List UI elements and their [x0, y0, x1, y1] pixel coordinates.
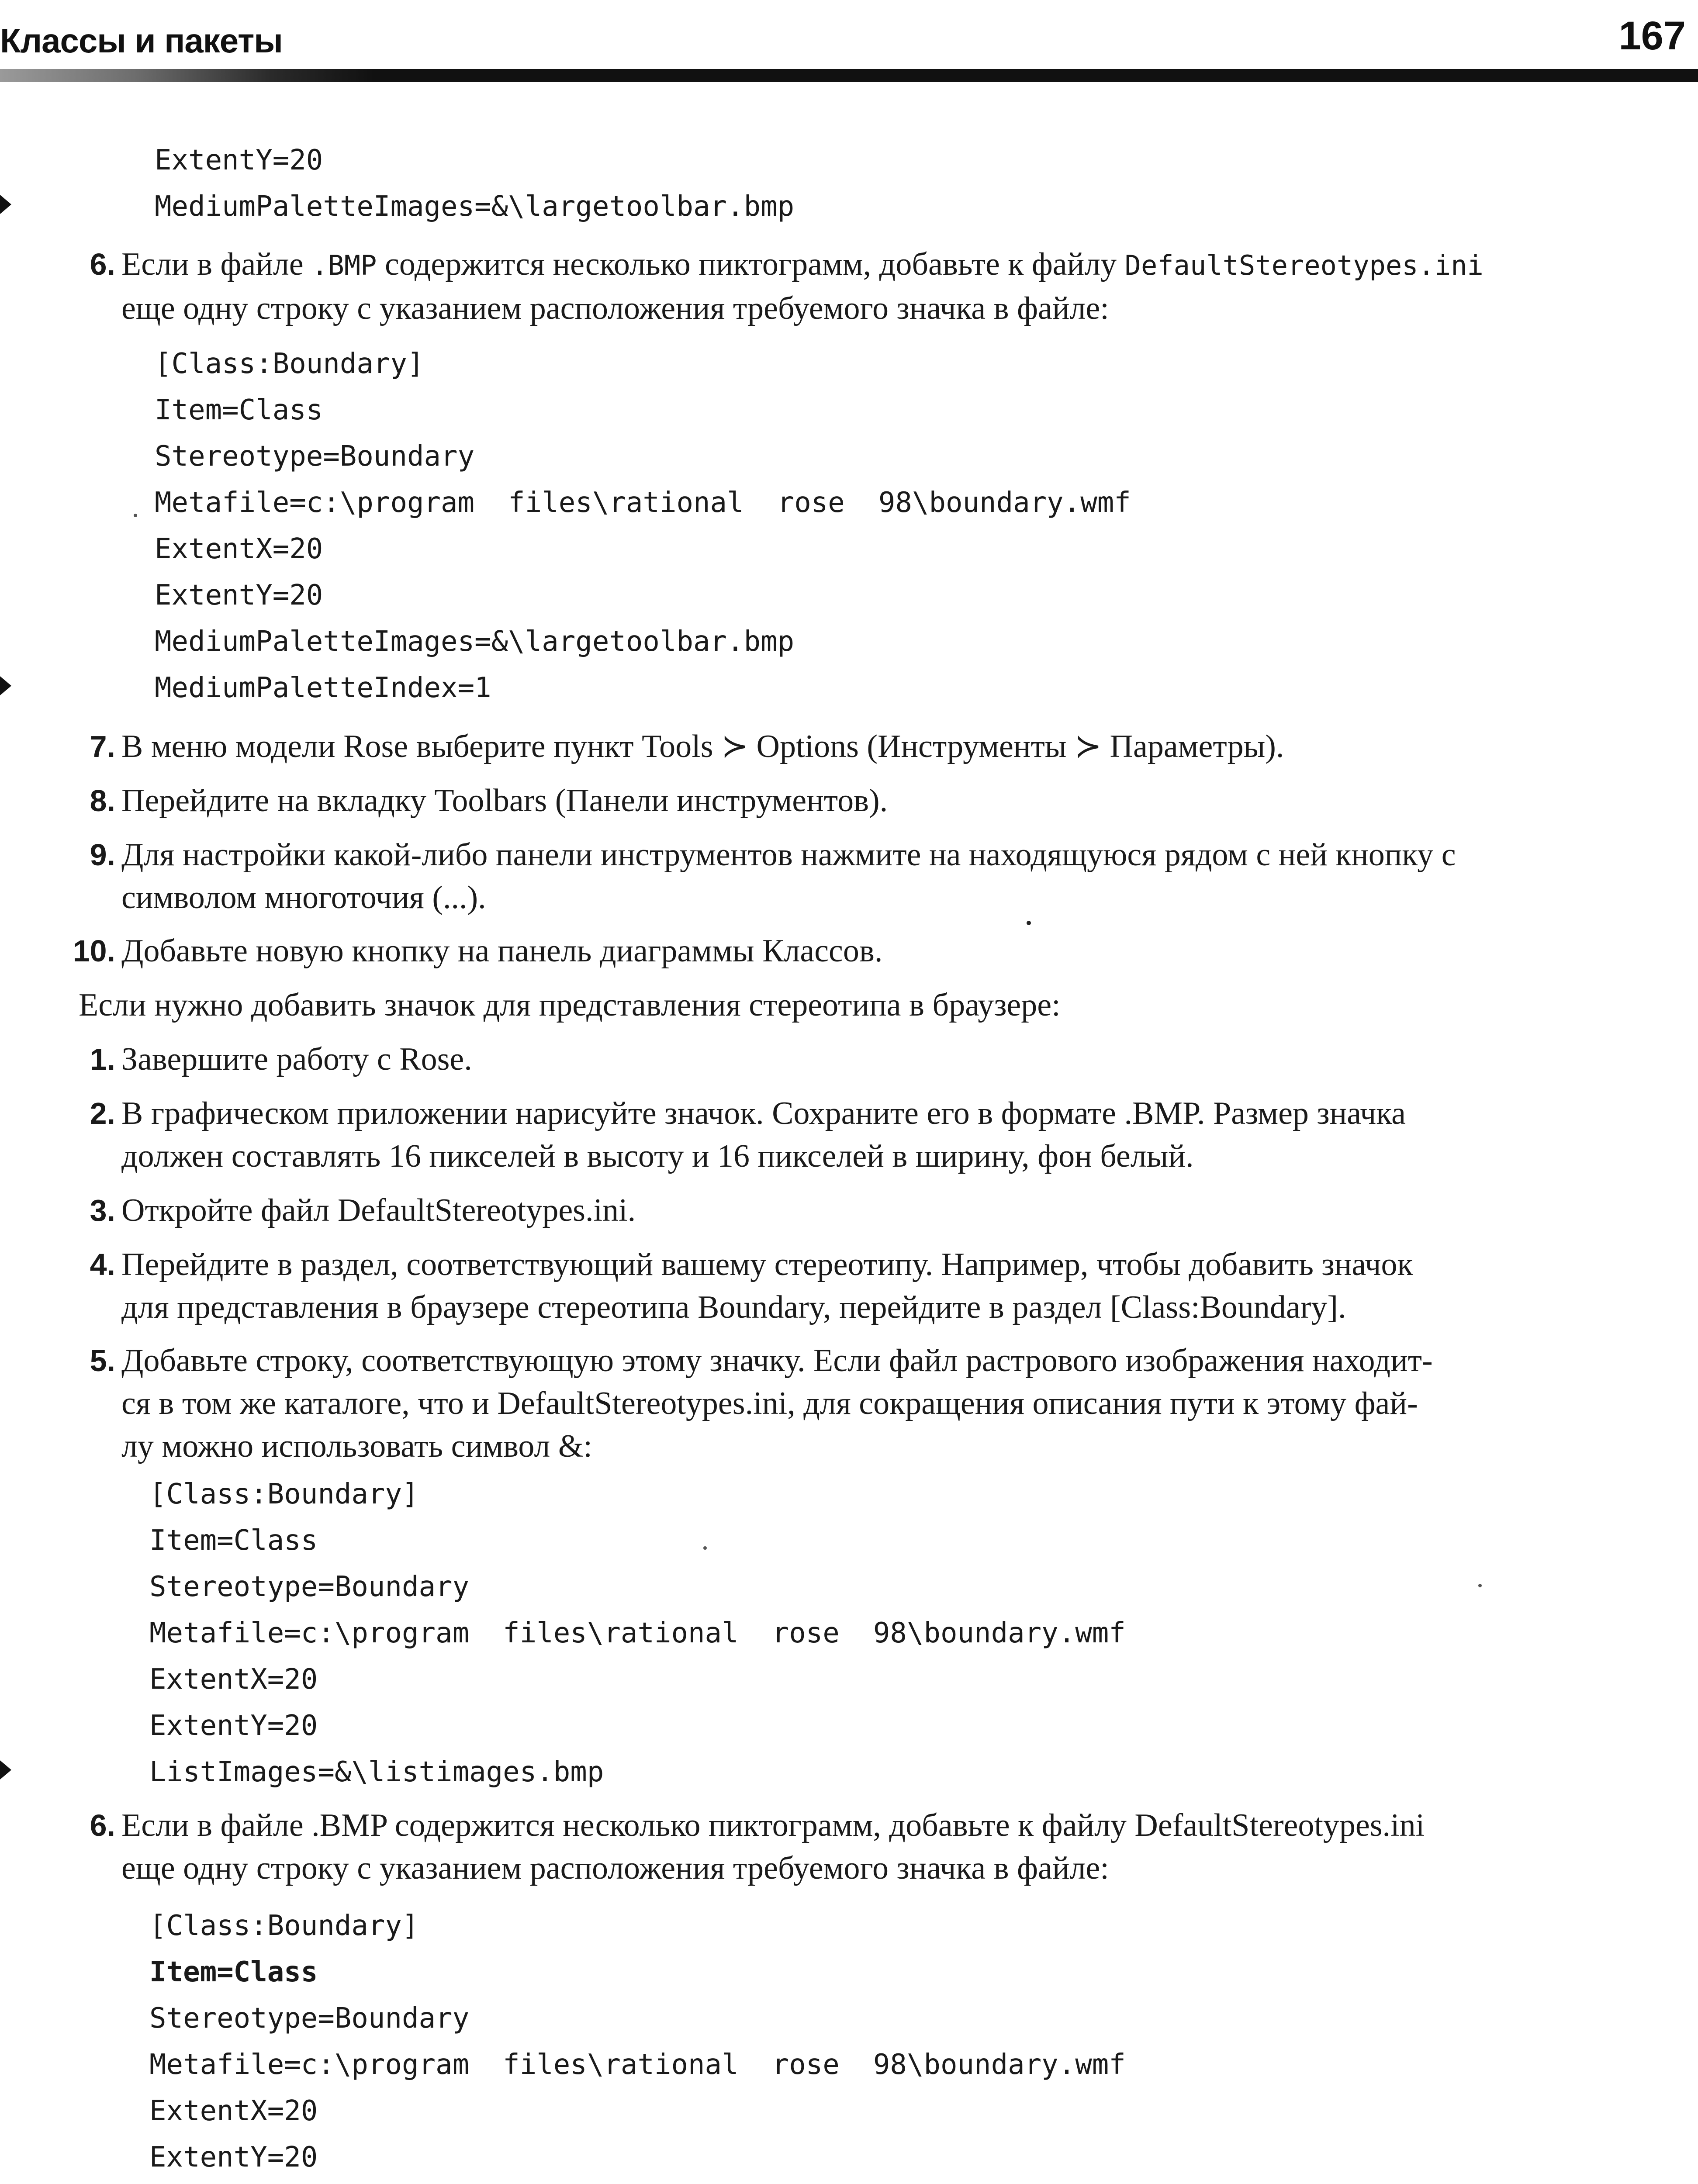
- code-line: Stereotype=Boundary: [155, 440, 475, 473]
- print-speck: [703, 1546, 707, 1550]
- step-text-line: В меню модели Rose выберите пункт Tools ≻ Options (Инструменты ≻ Параметры).: [121, 729, 1284, 764]
- running-header: [0, 13, 1698, 74]
- step-number: 2.: [90, 1096, 115, 1130]
- code-line: Item=Class: [149, 1524, 318, 1557]
- margin-marker: [0, 195, 11, 214]
- page-number: 167: [1618, 14, 1686, 58]
- code-line: [Class:Boundary]: [149, 1478, 419, 1510]
- step-text-line: еще одну строку с указанием расположения требуемого значка в файле:: [121, 1850, 1109, 1886]
- step-text-line: Для настройки какой-либо панели инструментов нажмите на находящуюся рядом с ней кнопку с: [121, 837, 1456, 873]
- inline-code: DefaultStereotypes.ini: [1124, 249, 1484, 281]
- list-item-step-5: [90, 1339, 1677, 1468]
- code-line: ExtentY=20: [155, 579, 323, 612]
- code-line: MediumPaletteImages=&\largetoolbar.bmp: [155, 190, 795, 223]
- step-text-line: Если в файле .BMP содержится несколько пиктограмм, добавьте к файлу DefaultStereotypes.ini: [121, 1807, 1425, 1843]
- step-text-line: Добавьте строку, соответствующую этому значку. Если файл растрового изображения находит-: [121, 1343, 1433, 1379]
- list-item-step-3: [90, 1189, 1677, 1232]
- margin-marker: [0, 676, 11, 695]
- code-line: MediumPaletteIndex=1: [155, 672, 491, 704]
- list-item-step-8: [90, 779, 1677, 822]
- code-line: [Class:Boundary]: [149, 1910, 419, 1942]
- intro-paragraph: Если нужно добавить значок для представления стереотипа в браузере:: [79, 987, 1061, 1023]
- step-number: 5.: [90, 1344, 115, 1378]
- print-speck: [134, 514, 137, 517]
- list-item-step-1: [90, 1038, 1677, 1081]
- step-number: 6.: [90, 247, 115, 281]
- step-text-line: Завершите работу с Rose.: [121, 1041, 472, 1077]
- step-number: 6.: [90, 1808, 115, 1842]
- step-number: 10.: [73, 934, 115, 968]
- code-line: Item=Class: [155, 394, 323, 426]
- step-number: 3.: [90, 1193, 115, 1227]
- code-line: Stereotype=Boundary: [149, 1571, 470, 1603]
- list-item-step-9: [90, 833, 1677, 919]
- step-number: 8.: [90, 784, 115, 818]
- code-line: ExtentY=20: [149, 2141, 318, 2174]
- list-item-step-6: [90, 243, 1677, 330]
- list-item-step-4: [90, 1243, 1677, 1329]
- step-text-line: Перейдите на вкладку Toolbars (Панели инструментов).: [121, 783, 888, 819]
- print-speck: [1027, 921, 1031, 925]
- step-text-line: Перейдите в раздел, соответствующий вашему стереотипу. Например, чтобы добавить значок: [121, 1247, 1413, 1282]
- list-item-step-10: [73, 930, 1677, 972]
- step-number: 1.: [90, 1042, 115, 1076]
- list-item-step-7: [90, 725, 1677, 768]
- list-item-step-6b: [90, 1804, 1677, 1890]
- step-text-line: Добавьте новую кнопку на панель диаграммы Классов.: [121, 933, 883, 969]
- code-line: Stereotype=Boundary: [149, 2002, 470, 2035]
- code-line: ExtentX=20: [149, 2095, 318, 2127]
- step-text-line: еще одну строку с указанием расположения требуемого значка в файле:: [121, 290, 1109, 326]
- header-rule: [0, 69, 1698, 82]
- step-text-line: ся в том же каталоге, что и DefaultStereotypes.ini, для сокращения описания пути к этому фай-: [121, 1386, 1418, 1421]
- step-text-line: должен составлять 16 пикселей в высоту и 16 пикселей в ширину, фон белый.: [121, 1138, 1194, 1174]
- code-line: [Class:Boundary]: [155, 348, 424, 380]
- step-text-line: символом многоточия (...).: [121, 880, 486, 916]
- print-speck: [1478, 1584, 1482, 1587]
- code-line: Metafile=c:\program files\rational rose 98\boundary.wmf: [149, 1617, 1126, 1649]
- step-text-line: В графическом приложении нарисуйте значок. Сохраните его в формате .BMP. Размер значка: [121, 1095, 1406, 1131]
- section-title: Классы и пакеты: [0, 21, 283, 60]
- margin-marker: [0, 1760, 11, 1780]
- code-line: ListImages=&\listimages.bmp: [149, 1756, 604, 1788]
- code-line: Item=Class: [149, 1956, 318, 1988]
- code-line: Metafile=c:\program files\rational rose 98\boundary.wmf: [155, 487, 1131, 519]
- step-text-line: [121, 243, 1677, 287]
- step-number: 4.: [90, 1248, 115, 1282]
- step-text-line: лу можно использовать символ &:: [121, 1428, 592, 1464]
- code-line: ExtentX=20: [149, 1663, 318, 1696]
- step-text: содержится несколько пиктограмм, добавьте к файлу: [385, 246, 1117, 282]
- code-line: Metafile=c:\program files\rational rose 98\boundary.wmf: [149, 2049, 1126, 2081]
- step-number: 7.: [90, 729, 115, 764]
- list-item-step-2: [90, 1092, 1677, 1178]
- inline-code: .BMP: [311, 249, 377, 281]
- code-line: ExtentY=20: [149, 1710, 318, 1742]
- step-number: 9.: [90, 838, 115, 872]
- code-line: ExtentX=20: [155, 533, 323, 565]
- step-text-line: для представления в браузере стереотипа Boundary, перейдите в раздел [Class:Boundary].: [121, 1289, 1346, 1325]
- code-line: MediumPaletteImages=&\largetoolbar.bmp: [155, 625, 795, 658]
- step-text: Если в файле: [121, 246, 304, 282]
- code-line: ExtentY=20: [155, 144, 323, 176]
- step-text-line: Откройте файл DefaultStereotypes.ini.: [121, 1192, 636, 1228]
